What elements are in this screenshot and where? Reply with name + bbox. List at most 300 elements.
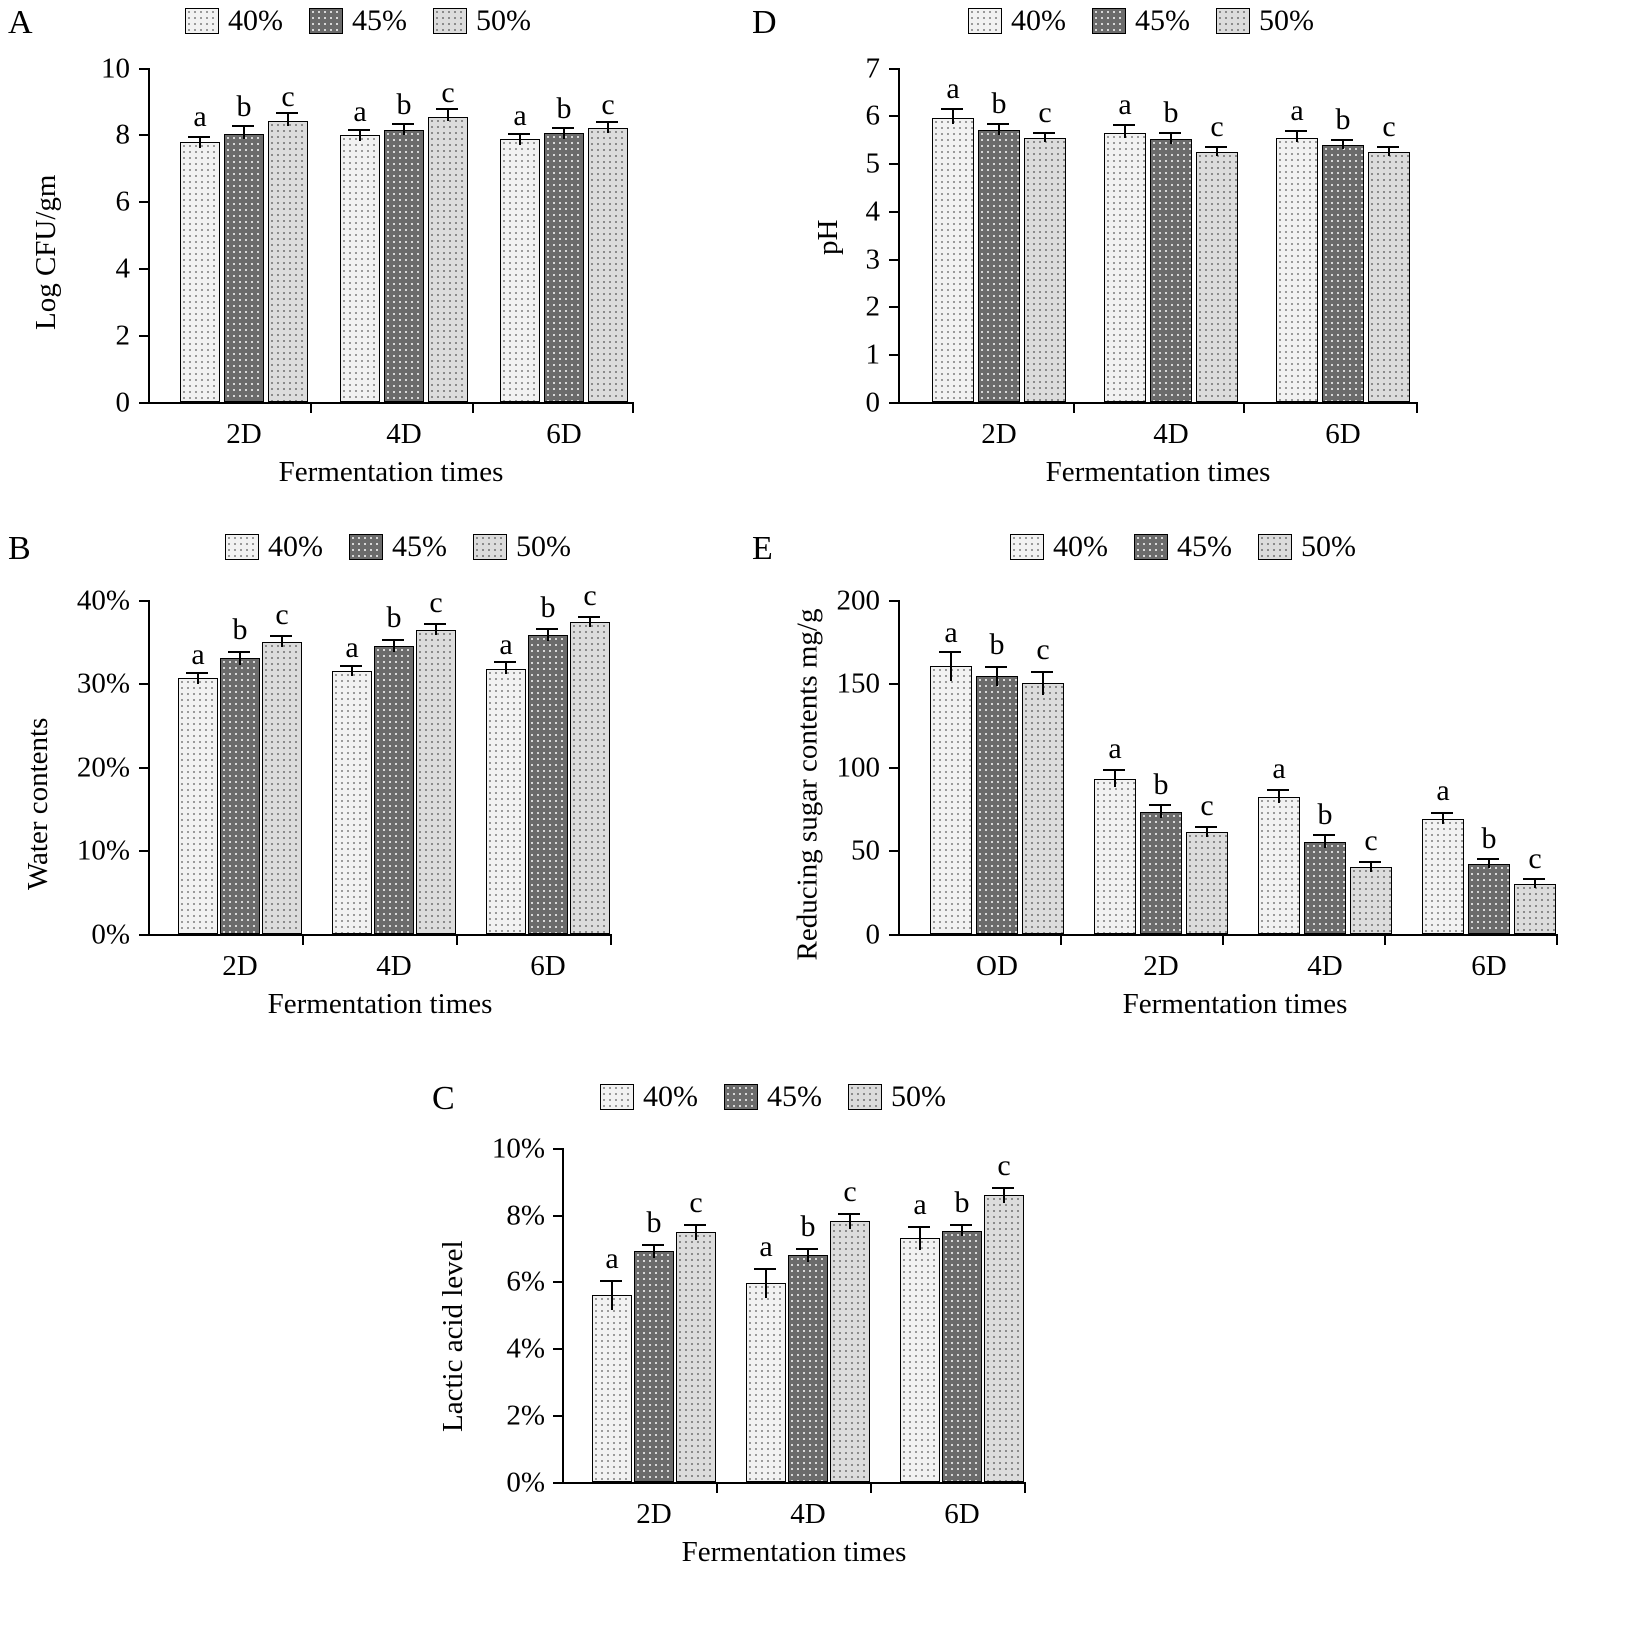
- legend-label-50: 50%: [1301, 530, 1356, 563]
- legend-label-50: 50%: [516, 530, 571, 563]
- x-axis-line: [148, 934, 612, 936]
- y-tick-label: 6: [865, 99, 880, 132]
- significance-letter: b: [800, 1210, 816, 1243]
- error-bar: [611, 1280, 613, 1310]
- legend-swatch-45-icon: [1134, 534, 1168, 560]
- legend-label-40: 40%: [268, 530, 323, 563]
- significance-letter: b: [1163, 96, 1179, 129]
- significance-letter: b: [386, 601, 402, 634]
- bar: [588, 128, 628, 402]
- error-cap: [1285, 130, 1307, 132]
- y-tick-label: 6: [115, 185, 130, 218]
- error-cap: [1103, 769, 1125, 771]
- error-cap: [1149, 804, 1171, 806]
- y-tick-label: 2: [865, 290, 880, 323]
- error-cap: [1159, 132, 1181, 134]
- error-cap: [754, 1268, 776, 1270]
- significance-letter: c: [601, 88, 615, 121]
- x-tick-label: 2D: [1143, 950, 1179, 982]
- bar: [220, 658, 260, 934]
- error-bar: [996, 666, 998, 686]
- bar: [1304, 842, 1346, 934]
- bar: [374, 646, 414, 934]
- error-bar: [1324, 834, 1326, 848]
- significance-letter: a: [345, 631, 359, 664]
- legend-label-40: 40%: [643, 1080, 698, 1113]
- legend-item-50: [848, 1080, 946, 1114]
- bar: [1150, 139, 1192, 402]
- x-tick-label: 6D: [546, 418, 582, 450]
- legend-swatch-40-icon: [185, 8, 219, 34]
- panel-a-letter: A: [8, 4, 33, 41]
- y-tick-label: 50: [851, 834, 880, 867]
- group-separator: [716, 1482, 718, 1493]
- y-tick: [139, 683, 148, 685]
- bar: [1094, 779, 1136, 934]
- bar: [1368, 152, 1410, 402]
- significance-letter: b: [236, 90, 252, 123]
- y-axis-line: [562, 1148, 564, 1484]
- bar: [1468, 864, 1510, 934]
- y-tick: [553, 1148, 562, 1150]
- y-tick-label: 4: [865, 195, 880, 228]
- significance-letter: c: [1200, 789, 1214, 822]
- y-tick-label: 30%: [76, 667, 130, 700]
- bar: [178, 678, 218, 934]
- error-bar: [807, 1248, 809, 1262]
- group-separator: [1073, 402, 1075, 413]
- significance-letter: c: [275, 598, 289, 631]
- significance-letter: b: [396, 88, 412, 121]
- significance-letter: b: [1153, 768, 1169, 801]
- y-axis-title: pH: [812, 219, 844, 255]
- y-tick-label: 8%: [506, 1199, 545, 1232]
- y-tick: [553, 1348, 562, 1350]
- significance-letter: c: [689, 1186, 703, 1219]
- group-separator: [632, 402, 634, 413]
- group-separator: [472, 402, 474, 413]
- bar: [1024, 138, 1066, 402]
- error-cap: [552, 127, 574, 129]
- y-tick-label: 0: [865, 918, 880, 951]
- legend-label-45: 45%: [1177, 530, 1232, 563]
- y-tick: [139, 600, 148, 602]
- legend-label-50: 50%: [891, 1080, 946, 1113]
- bar: [1196, 152, 1238, 402]
- y-tick-label: 0%: [506, 1466, 545, 1499]
- legend-item-45: [1092, 4, 1190, 38]
- bar: [1104, 133, 1146, 402]
- error-bar: [919, 1226, 921, 1250]
- significance-letter: b: [1481, 822, 1497, 855]
- error-cap: [796, 1248, 818, 1250]
- error-cap: [348, 129, 370, 131]
- y-tick: [553, 1482, 562, 1484]
- y-axis-title: Water contents: [22, 717, 54, 890]
- y-tick: [889, 306, 898, 308]
- y-tick-label: 8: [115, 118, 130, 151]
- error-cap: [1031, 671, 1053, 673]
- bar: [528, 635, 568, 934]
- bar: [332, 671, 372, 934]
- legend-item-50: [1216, 4, 1314, 38]
- y-tick-label: 4%: [506, 1332, 545, 1365]
- y-tick-label: 2: [115, 319, 130, 352]
- group-separator: [1222, 934, 1224, 945]
- error-cap: [382, 639, 404, 641]
- legend-label-45: 45%: [1135, 4, 1190, 37]
- group-separator: [1024, 1482, 1026, 1493]
- y-axis-line: [148, 600, 150, 936]
- bar: [428, 117, 468, 402]
- y-tick: [139, 201, 148, 203]
- error-bar: [765, 1268, 767, 1298]
- panel-a-legend: [185, 4, 531, 38]
- x-axis-line: [148, 402, 634, 404]
- bar: [978, 130, 1020, 402]
- x-tick-label: 6D: [944, 1498, 980, 1530]
- error-cap: [1267, 789, 1289, 791]
- y-tick: [889, 211, 898, 213]
- bar: [384, 130, 424, 402]
- error-cap: [1331, 139, 1353, 141]
- y-tick: [553, 1215, 562, 1217]
- panel-c-legend: [600, 1080, 946, 1114]
- y-tick: [139, 767, 148, 769]
- x-tick-label: 4D: [790, 1498, 826, 1530]
- significance-letter: c: [997, 1149, 1011, 1182]
- significance-letter: a: [759, 1230, 773, 1263]
- error-bar: [1278, 789, 1280, 803]
- bar: [486, 669, 526, 934]
- bar: [676, 1232, 716, 1482]
- legend-item-40: [968, 4, 1066, 38]
- y-tick-label: 40%: [76, 584, 130, 617]
- bar: [942, 1231, 982, 1482]
- x-axis-title: Fermentation times: [681, 1536, 907, 1568]
- bar: [262, 642, 302, 934]
- significance-letter: c: [1036, 633, 1050, 666]
- y-tick-label: 100: [836, 751, 880, 784]
- error-bar: [950, 651, 952, 681]
- group-separator: [1243, 402, 1245, 413]
- error-bar: [287, 112, 289, 126]
- error-cap: [1195, 826, 1217, 828]
- y-axis-line: [148, 68, 150, 404]
- legend-swatch-50-icon: [473, 534, 507, 560]
- legend-swatch-50-icon: [848, 1084, 882, 1110]
- x-axis-title: Fermentation times: [1122, 988, 1348, 1020]
- legend-label-45: 45%: [767, 1080, 822, 1113]
- significance-letter: c: [1038, 96, 1052, 129]
- error-cap: [1113, 124, 1135, 126]
- error-cap: [985, 666, 1007, 668]
- panel-e-legend: [1010, 530, 1356, 564]
- error-cap: [232, 125, 254, 127]
- significance-letter: a: [1118, 88, 1132, 121]
- bar: [976, 676, 1018, 934]
- bar: [1322, 145, 1364, 402]
- legend-item-40: [225, 530, 323, 564]
- y-tick: [889, 767, 898, 769]
- bar: [570, 622, 610, 934]
- group-separator: [1060, 934, 1062, 945]
- legend-swatch-45-icon: [724, 1084, 758, 1110]
- panel-b-legend: [225, 530, 571, 564]
- y-tick-label: 10%: [76, 834, 130, 867]
- y-axis-title: Lactic acid level: [437, 1240, 469, 1432]
- significance-letter: c: [1382, 110, 1396, 143]
- y-tick-label: 6%: [506, 1265, 545, 1298]
- y-tick: [139, 335, 148, 337]
- panel-c-letter: C: [432, 1080, 455, 1117]
- bar: [1422, 819, 1464, 934]
- error-bar: [1160, 804, 1162, 818]
- y-tick-label: 0: [115, 386, 130, 419]
- y-tick: [553, 1415, 562, 1417]
- error-bar: [695, 1224, 697, 1240]
- x-tick-label: 2D: [222, 950, 258, 982]
- y-tick-label: 7: [865, 52, 880, 85]
- bar: [930, 666, 972, 934]
- x-axis-line: [898, 402, 1418, 404]
- error-bar: [952, 108, 954, 124]
- error-cap: [508, 133, 530, 135]
- significance-letter: a: [913, 1188, 927, 1221]
- error-bar: [243, 125, 245, 139]
- y-tick: [889, 600, 898, 602]
- bar: [1514, 884, 1556, 934]
- y-tick: [889, 68, 898, 70]
- error-bar: [1114, 769, 1116, 787]
- error-cap: [1313, 834, 1335, 836]
- bar: [984, 1195, 1024, 1482]
- y-tick: [139, 268, 148, 270]
- significance-letter: a: [946, 72, 960, 105]
- legend-swatch-45-icon: [349, 534, 383, 560]
- x-tick-label: 4D: [1307, 950, 1343, 982]
- error-cap: [340, 665, 362, 667]
- bar: [1186, 832, 1228, 934]
- bar: [634, 1251, 674, 1482]
- y-tick: [889, 163, 898, 165]
- legend-item-50: [1258, 530, 1356, 564]
- y-axis-title: Reducing sugar contents mg/g: [791, 608, 824, 961]
- error-cap: [600, 1280, 622, 1282]
- error-cap: [939, 651, 961, 653]
- x-tick-label: 2D: [636, 1498, 672, 1530]
- panel-b-letter: B: [8, 530, 31, 567]
- error-cap: [1377, 146, 1399, 148]
- x-tick-label: 6D: [1471, 950, 1507, 982]
- error-cap: [424, 623, 446, 625]
- significance-letter: c: [1364, 824, 1378, 857]
- legend-label-45: 45%: [392, 530, 447, 563]
- y-tick: [889, 354, 898, 356]
- bar: [746, 1283, 786, 1482]
- group-separator: [302, 934, 304, 945]
- significance-letter: a: [353, 95, 367, 128]
- significance-letter: a: [1436, 774, 1450, 807]
- error-cap: [950, 1224, 972, 1226]
- y-axis-line: [898, 600, 900, 936]
- y-tick-label: 200: [836, 584, 880, 617]
- legend-item-40: [1010, 530, 1108, 564]
- group-separator: [1416, 402, 1418, 413]
- y-tick: [889, 850, 898, 852]
- legend-label-45: 45%: [352, 4, 407, 37]
- error-cap: [536, 628, 558, 630]
- error-cap: [992, 1187, 1014, 1189]
- significance-letter: b: [1335, 103, 1351, 136]
- error-cap: [578, 616, 600, 618]
- bar: [1276, 138, 1318, 402]
- panel-d-legend: [968, 4, 1314, 38]
- legend-item-45: [309, 4, 407, 38]
- bar: [900, 1238, 940, 1482]
- error-bar: [1003, 1187, 1005, 1203]
- significance-letter: c: [281, 80, 295, 113]
- error-cap: [1431, 812, 1453, 814]
- bar: [830, 1221, 870, 1482]
- y-tick: [889, 402, 898, 404]
- x-tick-label: 6D: [530, 950, 566, 982]
- bar: [1258, 797, 1300, 934]
- x-tick-label: OD: [976, 950, 1018, 982]
- bar: [416, 630, 456, 934]
- legend-swatch-50-icon: [1216, 8, 1250, 34]
- significance-letter: c: [429, 586, 443, 619]
- significance-letter: c: [1210, 110, 1224, 143]
- x-axis-line: [898, 934, 1558, 936]
- y-tick: [139, 68, 148, 70]
- significance-letter: b: [954, 1186, 970, 1219]
- x-axis-line: [562, 1482, 1026, 1484]
- x-tick-label: 2D: [226, 418, 262, 450]
- significance-letter: b: [556, 92, 572, 125]
- significance-letter: b: [646, 1206, 662, 1239]
- error-cap: [1205, 146, 1227, 148]
- error-cap: [1523, 878, 1545, 880]
- legend-swatch-40-icon: [600, 1084, 634, 1110]
- significance-letter: b: [1317, 798, 1333, 831]
- significance-letter: c: [843, 1175, 857, 1208]
- error-cap: [392, 123, 414, 125]
- legend-swatch-40-icon: [968, 8, 1002, 34]
- group-separator: [1556, 934, 1558, 945]
- panel-e-letter: E: [752, 530, 773, 567]
- significance-letter: b: [540, 591, 556, 624]
- legend-swatch-50-icon: [1258, 534, 1292, 560]
- group-separator: [870, 1482, 872, 1493]
- x-axis-title: Fermentation times: [1045, 456, 1271, 488]
- error-cap: [684, 1224, 706, 1226]
- y-axis-line: [898, 68, 900, 404]
- y-tick: [139, 850, 148, 852]
- significance-letter: a: [944, 616, 958, 649]
- error-cap: [228, 651, 250, 653]
- bar: [544, 133, 584, 402]
- x-tick-label: 4D: [386, 418, 422, 450]
- error-bar: [239, 651, 241, 665]
- legend-item-50: [473, 530, 571, 564]
- legend-label-50: 50%: [476, 4, 531, 37]
- legend-label-40: 40%: [228, 4, 283, 37]
- legend-label-40: 40%: [1053, 530, 1108, 563]
- x-axis-title: Fermentation times: [267, 988, 493, 1020]
- y-tick-label: 0: [865, 386, 880, 419]
- error-cap: [908, 1226, 930, 1228]
- bar: [1350, 867, 1392, 934]
- error-bar: [849, 1213, 851, 1229]
- error-cap: [188, 136, 210, 138]
- error-bar: [653, 1244, 655, 1258]
- y-tick: [139, 402, 148, 404]
- significance-letter: a: [191, 638, 205, 671]
- y-tick: [889, 115, 898, 117]
- significance-letter: a: [1108, 732, 1122, 765]
- significance-letter: a: [193, 100, 207, 133]
- error-cap: [642, 1244, 664, 1246]
- legend-swatch-40-icon: [225, 534, 259, 560]
- error-bar: [1124, 124, 1126, 138]
- error-cap: [1477, 858, 1499, 860]
- significance-letter: a: [1290, 94, 1304, 127]
- legend-label-50: 50%: [1259, 4, 1314, 37]
- significance-letter: c: [441, 76, 455, 109]
- y-tick-label: 4: [115, 252, 130, 285]
- y-tick-label: 150: [836, 667, 880, 700]
- y-tick: [889, 934, 898, 936]
- x-tick-label: 6D: [1325, 418, 1361, 450]
- y-tick-label: 1: [865, 338, 880, 371]
- y-tick: [553, 1281, 562, 1283]
- x-axis-title: Fermentation times: [278, 456, 504, 488]
- x-tick-label: 4D: [376, 950, 412, 982]
- y-tick-label: 5: [865, 147, 880, 180]
- bar: [1140, 812, 1182, 934]
- y-tick-label: 20%: [76, 751, 130, 784]
- error-bar: [1042, 671, 1044, 695]
- y-tick: [139, 134, 148, 136]
- bar: [788, 1255, 828, 1482]
- y-axis-title: Log CFU/gm: [30, 174, 62, 330]
- y-tick-label: 3: [865, 243, 880, 276]
- significance-letter: a: [513, 99, 527, 132]
- significance-letter: a: [1272, 752, 1286, 785]
- bar: [224, 134, 264, 402]
- legend-swatch-40-icon: [1010, 534, 1044, 560]
- legend-swatch-45-icon: [1092, 8, 1126, 34]
- legend-item-45: [724, 1080, 822, 1114]
- significance-letter: c: [583, 579, 597, 612]
- legend-item-45: [349, 530, 447, 564]
- legend-item-45: [1134, 530, 1232, 564]
- x-tick-label: 4D: [1153, 418, 1189, 450]
- y-tick: [889, 683, 898, 685]
- significance-letter: a: [499, 628, 513, 661]
- bar: [268, 121, 308, 402]
- significance-letter: c: [1528, 842, 1542, 875]
- legend-swatch-50-icon: [433, 8, 467, 34]
- significance-letter: b: [232, 613, 248, 646]
- y-tick-label: 10%: [491, 1132, 545, 1165]
- error-cap: [941, 108, 963, 110]
- error-cap: [838, 1213, 860, 1215]
- panel-d-letter: D: [752, 4, 777, 41]
- bar: [180, 142, 220, 402]
- y-tick: [139, 934, 148, 936]
